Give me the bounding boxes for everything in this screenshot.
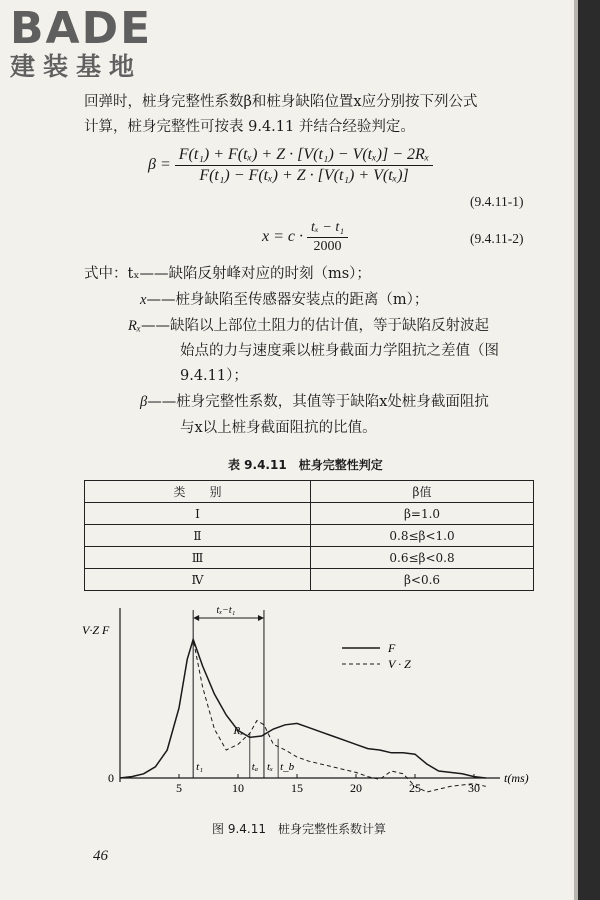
ta-label: tₐ xyxy=(251,761,259,773)
integrity-chart xyxy=(80,600,540,810)
logo-main-text: BADE xyxy=(10,3,153,54)
series-f-line xyxy=(120,639,486,778)
table-header-beta: β值 xyxy=(311,481,534,503)
formula-x-numerator: tₓ − t₁ xyxy=(307,220,348,238)
t1-label: t₁ xyxy=(196,761,204,773)
table-row xyxy=(85,569,534,591)
y-axis-label: V·Z F xyxy=(82,623,110,637)
origin-label: 0 xyxy=(108,771,114,785)
definition-symbol: 式中：tₓ xyxy=(84,266,140,282)
formula-beta-numerator: F(t₁) + F(tₓ) + Z · [V(t₁) − V(tₓ)] − 2Rₓ xyxy=(175,146,434,166)
interval-arrow-head-left xyxy=(193,615,199,621)
definition-x xyxy=(140,288,428,313)
table-cell-category: Ⅰ xyxy=(85,503,311,525)
definition-text: ——桩身缺陷至传感器安装点的距离（m）； xyxy=(146,292,429,308)
x-tick-label: 10 xyxy=(232,781,244,795)
watermark-logo xyxy=(10,3,153,82)
intro-line-2: 计算，桩身完整性可按表 9.4.11 并结合经验判定。 xyxy=(84,119,415,135)
interval-label: tₓ−t₁ xyxy=(216,605,236,616)
figure-caption: 图 9.4.11 桩身完整性系数计算 xyxy=(212,822,386,836)
legend-f-label: F xyxy=(388,641,396,655)
table-caption: 表 9.4.11 桩身完整性判定 xyxy=(228,458,383,472)
formula-x-lhs: x = c · xyxy=(262,228,303,246)
rx-label: Rₓ xyxy=(233,724,244,737)
table-row xyxy=(85,547,534,569)
definition-rx-cont-2: 9.4.11）； xyxy=(180,368,248,384)
book-spine xyxy=(578,0,600,900)
intro-paragraph xyxy=(84,90,478,140)
definition-symbol: β xyxy=(140,394,148,410)
interval-arrow-head-right xyxy=(258,615,264,621)
table-cell-beta: 0.8≤β<1.0 xyxy=(311,525,534,547)
x-axis-label: t(ms) xyxy=(504,771,529,785)
table-cell-category: Ⅲ xyxy=(85,547,311,569)
definition-rx-cont-1: 始点的力与速度乘以桩身截面力学阻抗之差值（图 xyxy=(180,343,499,359)
formula-beta-denominator: F(t₁) − F(tₓ) + Z · [V(t₁) + V(tₓ)] xyxy=(199,167,409,184)
formula-beta-lhs: β = xyxy=(148,156,171,174)
definition-symbol: x xyxy=(140,292,147,308)
tb-label: t_b xyxy=(280,761,295,773)
table-cell-beta: β=1.0 xyxy=(311,503,534,525)
table-cell-category: Ⅱ xyxy=(85,525,311,547)
integrity-table xyxy=(84,480,534,591)
logo-sub-text: 建装基地 xyxy=(10,52,143,81)
formula-beta-number: (9.4.11-1) xyxy=(470,194,524,209)
series-vz-line xyxy=(120,639,486,792)
x-tick-label: 5 xyxy=(176,781,182,795)
formula-x xyxy=(262,220,348,255)
definition-symbol: Rₓ xyxy=(128,318,141,334)
definition-rx xyxy=(128,314,489,339)
x-tick-label: 20 xyxy=(350,781,362,795)
legend-vz-label: V · Z xyxy=(388,657,411,671)
definition-text: ——缺陷以上部位土阻力的估计值，等于缺陷反射波起 xyxy=(140,318,489,334)
table-row xyxy=(85,503,534,525)
x-tick-label: 15 xyxy=(291,781,303,795)
tx-label: tₓ xyxy=(266,761,274,773)
formula-x-fraction xyxy=(307,220,348,255)
table-header-category: 类 别 xyxy=(85,481,311,503)
formula-beta-fraction xyxy=(175,146,434,185)
table-cell-category: Ⅳ xyxy=(85,569,311,591)
table-cell-beta: 0.6≤β<0.8 xyxy=(311,547,534,569)
page-number: 46 xyxy=(93,848,108,864)
definition-tx xyxy=(84,262,371,287)
x-tick-label: 30 xyxy=(468,781,480,795)
definition-beta-cont: 与x以上桩身截面阻抗的比值。 xyxy=(180,420,377,436)
formula-beta xyxy=(148,146,433,185)
intro-line-1: 回弹时，桩身完整性系数β和桩身缺陷位置x应分别按下列公式 xyxy=(84,94,478,110)
table-header-row xyxy=(85,481,534,503)
x-tick-label: 25 xyxy=(409,781,421,795)
formula-x-denominator: 2000 xyxy=(313,239,342,254)
definition-beta xyxy=(140,390,489,415)
formula-x-number: (9.4.11-2) xyxy=(470,231,524,246)
table-cell-beta: β<0.6 xyxy=(311,569,534,591)
definition-text: ——缺陷反射峰对应的时刻（ms）； xyxy=(139,266,371,282)
table-row xyxy=(85,525,534,547)
definition-text: ——桩身完整性系数，其值等于缺陷x处桩身截面阻抗 xyxy=(147,394,489,410)
